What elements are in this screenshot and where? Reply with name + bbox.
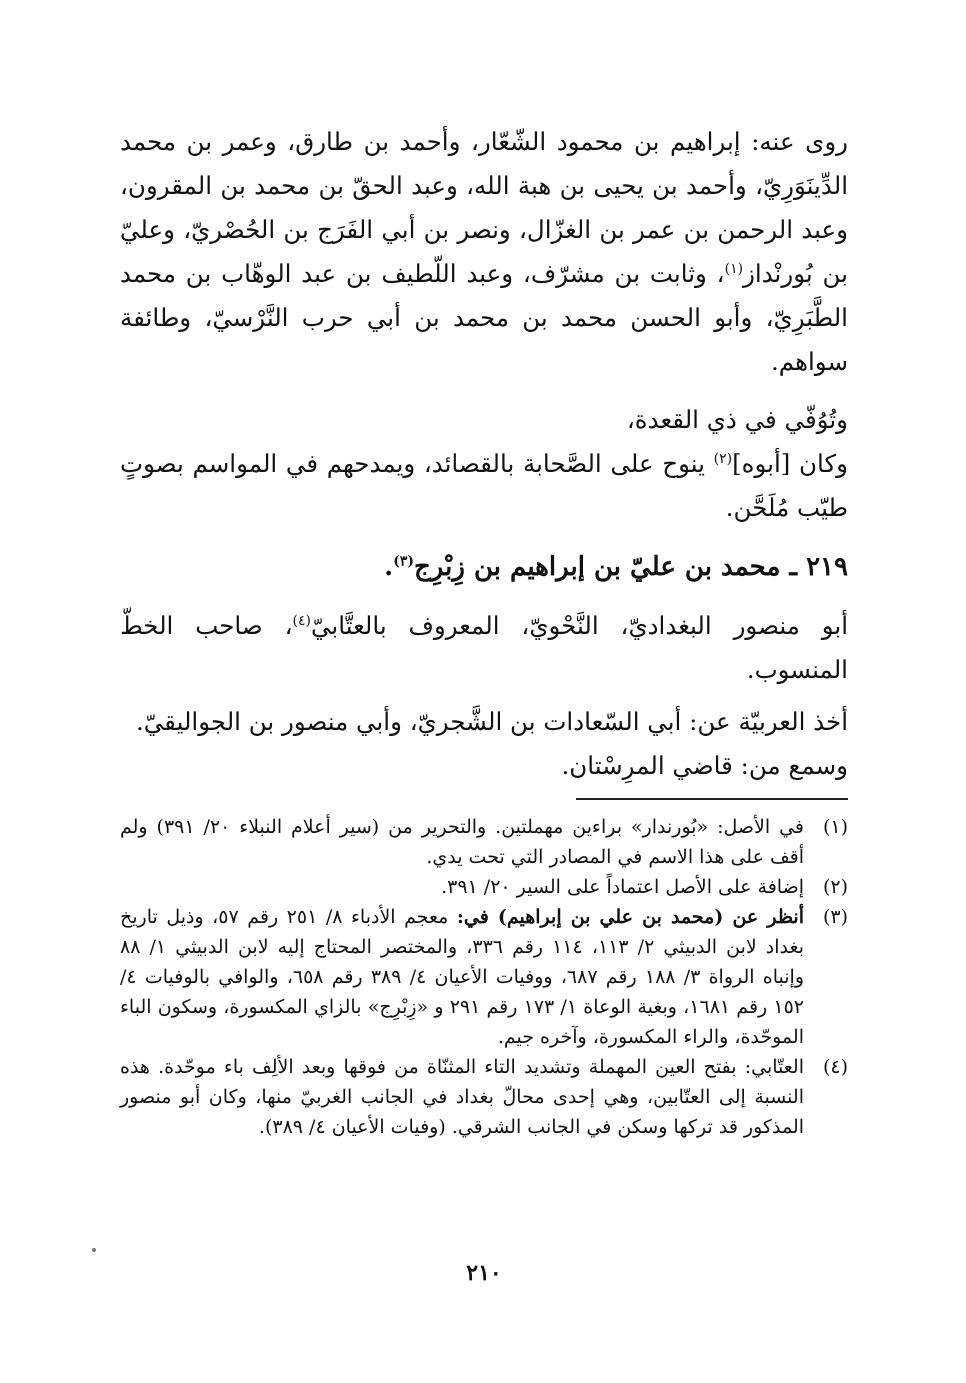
spacer <box>120 530 848 544</box>
footnote-text <box>120 902 804 1052</box>
footnote-text: إضافة على الأصل اعتماداً على السير ٢٠/ ٣٩١. <box>441 876 804 898</box>
footnote-number: (١) <box>822 816 848 838</box>
main-text <box>120 120 848 788</box>
footnote-ref-1[interactable]: (١) <box>724 260 744 277</box>
footnote-3 <box>120 902 848 1052</box>
entry-title: ٢١٩ ـ محمد بن عليّ بن إبراهيم بن زِبْرِج <box>413 552 848 582</box>
spacer <box>120 590 848 604</box>
paragraph-text: وكان [أبوه] <box>732 449 848 478</box>
footnote-number: (٣) <box>822 906 848 928</box>
paragraph-text: ، صاحب الخطّ المنسوب. <box>120 611 848 684</box>
footnote-ref-4[interactable]: (٤) <box>292 612 311 629</box>
page-number: ٢١٠ <box>466 1260 502 1286</box>
paragraph-death: وتُوُفّي في ذي القعدة، <box>626 405 848 434</box>
paragraph-text: روى عنه: إبراهيم بن محمود الشّعّار، وأحمد بن طارق، وعمر بن محمد الدِّينَوَرِيّ، وأحمد بن يحيى بن هبة الله، وعبد الحقّ بن محمد بن المقرون، وعبد الرحمن بن عمر بن الغزّال، ونصر بن أبي الفَرَج بن الحُصْريّ، وعليّ بن بُورنْداز <box>120 127 848 288</box>
paragraph-text: أبو منصور البغداديّ، النَّحْويّ، المعروف بالعتَّابيّ <box>310 611 849 640</box>
footnote-2 <box>120 872 848 902</box>
paragraph-text: ، وثابت بن مشرّف، وعبد اللّطيف بن عبد الوهّاب بن محمد الطَّبَرِيّ، وأبو الحسن محمد بن محمد بن أبي حرب النَّرْسيّ، وطائفة سواهم. <box>120 259 848 376</box>
paragraph-teachers: أخذ العربيّة عن: أبي السّعادات بن الشَّجريّ، وأبي منصور بن الجواليقيّ. <box>135 707 848 736</box>
footnote-number: (٢) <box>822 876 848 898</box>
paragraph-heard: وسمع من: قاضي المرِسْتان. <box>561 751 848 780</box>
footnote-ref-3[interactable]: (٣) <box>393 553 414 570</box>
footnote-text: في الأصل: «بُورندار» براءين مهملتين. والتحرير من (سير أعلام النبلاء ٢٠/ ٣٩١) ولم أقف على هذا الاسم في المصادر التي تحت يدي. <box>120 816 804 868</box>
footnote-ref-2[interactable]: (٢) <box>713 450 733 467</box>
spacer <box>120 692 848 700</box>
entry-title-end: . <box>384 552 394 582</box>
paragraph-father <box>120 442 848 530</box>
book-page <box>120 120 848 1320</box>
footnote-divider <box>576 798 848 800</box>
footnote-text-rest: معجم الأدباء ٨/ ٢٥١ رقم ٥٧، وذيل تاريخ بغداد لابن الدبيثي ٢/ ١١٣، ١١٤ رقم ٣٣٦، والمختصر المحتاج إليه لابن الدبيثي ١/ ٨٨ وإنباه الرواة ٣/ ١٨٨ رقم ٦٨٧، ووفيات الأعيان ٤/ ٣٨٩ رقم ٦٥٨، والوافي بالوفيات ٤/ ١٥٢ رقم ١٦٨١، وبغية الوعاة ١/ ١٧٣ رقم ٢٩١ و «زِبْرِج» بالزاي المكسورة، وسكون الباء الموحّدة، والراء المكسورة، وآخره جيم. <box>120 906 805 1048</box>
paragraph-identity <box>120 604 848 692</box>
paragraph-narrators <box>120 120 848 384</box>
footnote-number: (٤) <box>822 1056 848 1078</box>
footnote-4 <box>120 1052 848 1142</box>
footnote-1 <box>120 812 848 872</box>
footnotes <box>120 812 848 1142</box>
spacer <box>120 384 848 398</box>
entry-heading <box>120 544 848 590</box>
footnote-bold-lead: أنظر عن (محمد بن علي بن إبراهيم) في: <box>456 906 804 928</box>
footnote-text: العتّابي: بفتح العين المهملة وتشديد التاء المثنّاة من فوقها وبعد الألِف باء موحّدة. هذه النسبة إلى العتّابين، وهي إحدى محالّ بغداد في الجانب الغربيّ منها، وكان أبو منصور المذكور قد تركها وسكن في الجانب الشرقي. (وفيات الأعيان ٤/ ٣٨٩). <box>120 1056 804 1138</box>
scan-speck <box>92 1248 96 1252</box>
paragraph-text: ينوح على الصَّحابة بالقصائد، ويمدحهم في المواسم بصوتٍ طيّب مُلَحَّن. <box>120 449 848 522</box>
